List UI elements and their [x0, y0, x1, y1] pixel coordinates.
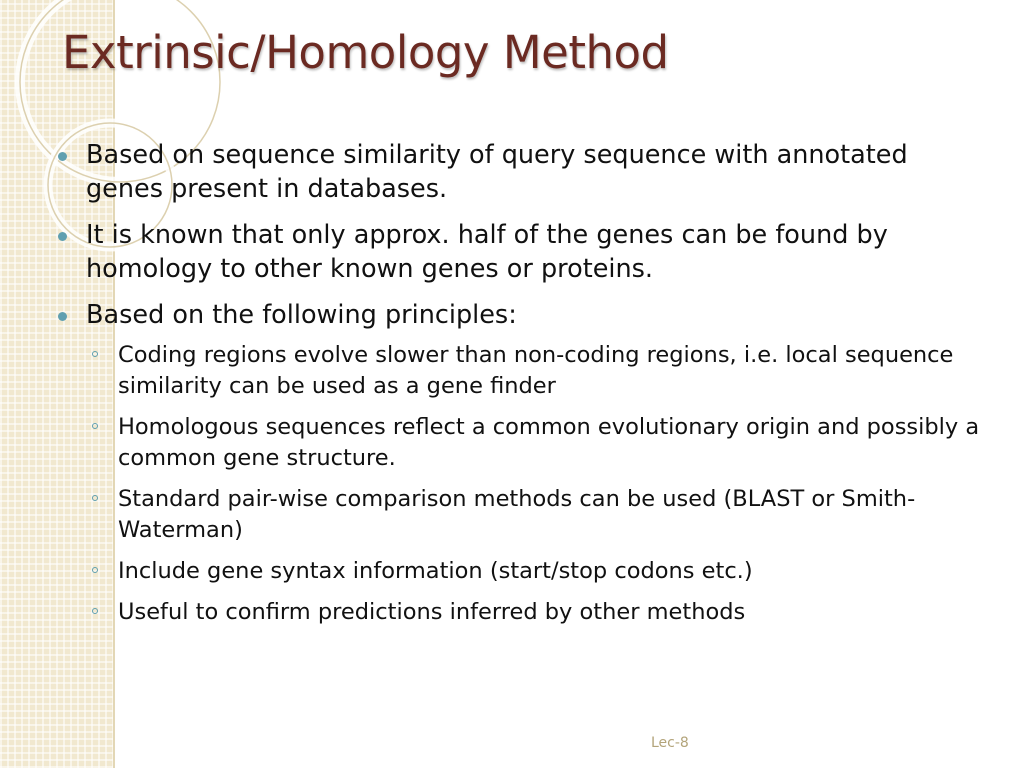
- sub-bullet-text: Useful to confirm predictions inferred by other methods: [118, 599, 746, 625]
- slide-title: Extrinsic/Homology Method: [62, 26, 669, 79]
- bullet-dot-icon: [58, 312, 67, 321]
- sub-bullet-item: [56, 340, 986, 402]
- ring-bullet-icon: [92, 423, 98, 429]
- sub-bullet-text: Coding regions evolve slower than non-coding regions, i.e. local sequence similarity can be used as a gene finder: [118, 342, 954, 399]
- bullet-item: [56, 138, 986, 206]
- sub-bullet-text: Standard pair-wise comparison methods can be used (BLAST or Smith-Waterman): [118, 486, 916, 543]
- sub-bullet-item: [56, 597, 986, 628]
- slide-body: [56, 138, 986, 638]
- ring-bullet-icon: [92, 567, 98, 573]
- ring-bullet-icon: [92, 495, 98, 501]
- sub-bullet-item: [56, 412, 986, 474]
- bullet-text: Based on sequence similarity of query sequence with annotated genes present in databases.: [86, 140, 908, 204]
- sub-bullet-item: [56, 556, 986, 587]
- slide-footer: Lec-8: [651, 735, 689, 751]
- sub-bullet-text: Homologous sequences reflect a common evolutionary origin and possibly a common gene structure.: [118, 414, 980, 471]
- ring-bullet-icon: [92, 351, 98, 357]
- bullet-dot-icon: [58, 152, 67, 161]
- sub-bullet-list: [56, 340, 986, 628]
- bullet-dot-icon: [58, 232, 67, 241]
- bullet-item: [56, 298, 986, 332]
- sub-bullet-item: [56, 484, 986, 546]
- bullet-item: [56, 218, 986, 286]
- bullet-text: Based on the following principles:: [86, 300, 517, 330]
- ring-bullet-icon: [92, 608, 98, 614]
- sub-bullet-text: Include gene syntax information (start/stop codons etc.): [118, 558, 753, 584]
- bullet-text: It is known that only approx. half of the genes can be found by homology to other known genes or proteins.: [86, 220, 888, 284]
